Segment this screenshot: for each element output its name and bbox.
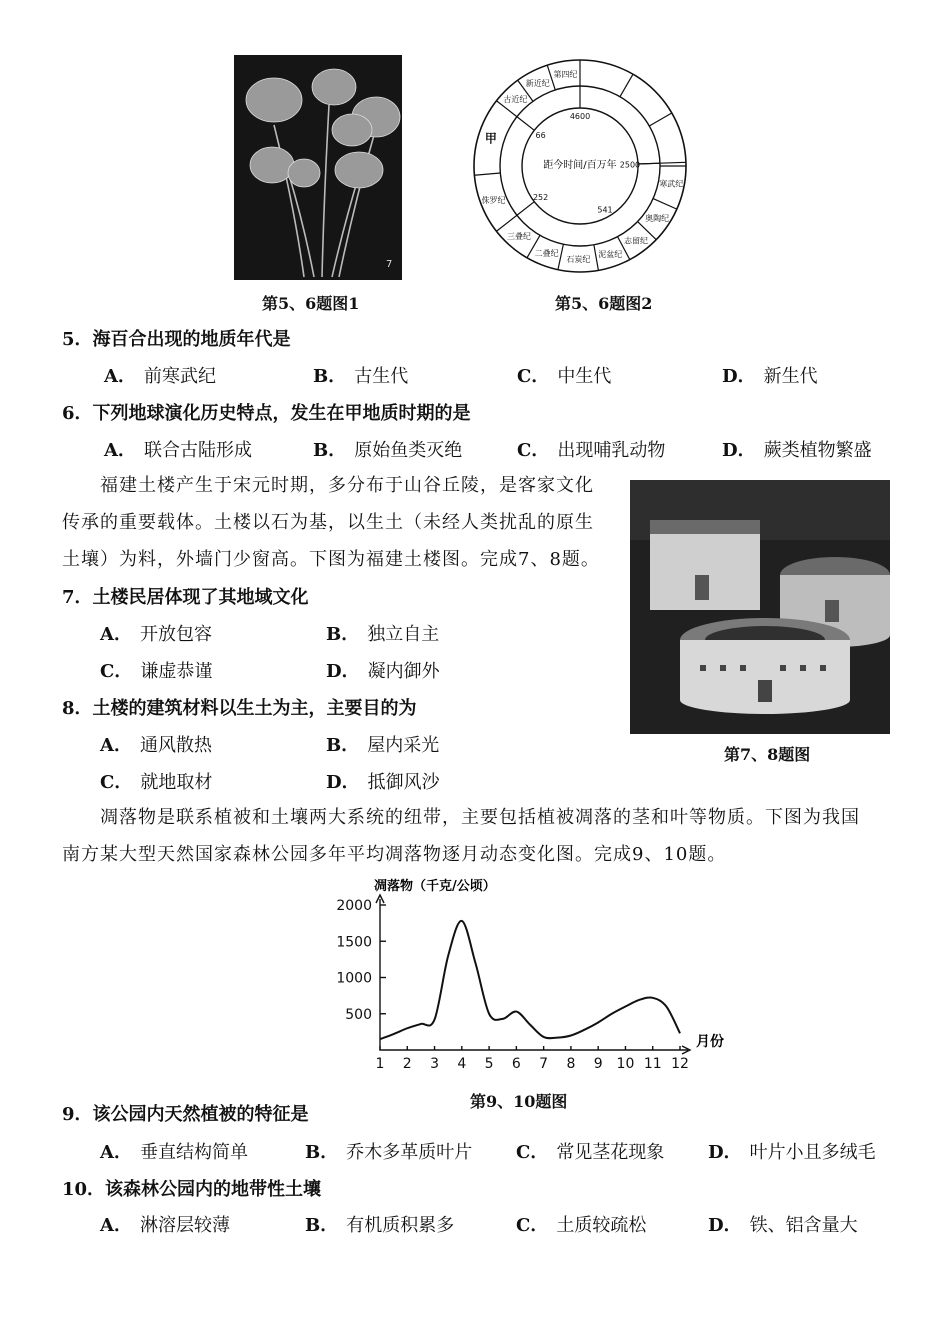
x-tick-label: 3: [430, 1056, 440, 1072]
option-letter: A．: [100, 1215, 132, 1236]
timescale-tick-label: 4600: [569, 112, 591, 121]
x-tick-label: 11: [643, 1056, 662, 1072]
option-text: 叶片小且多绒毛: [749, 1142, 876, 1163]
option-text: 乔木多革质叶片: [346, 1142, 473, 1163]
timescale-period-label: 奥陶纪: [645, 214, 670, 224]
timescale-ring-svg: [470, 38, 690, 278]
q9-option-d[interactable]: [708, 1138, 876, 1164]
option-letter: C．: [516, 1142, 549, 1163]
q6-option-d[interactable]: [722, 436, 872, 462]
tulou-illustration: [630, 480, 890, 734]
x-tick-label: 10: [616, 1056, 635, 1072]
y-tick-label: 500: [345, 1006, 372, 1023]
q9-option-c[interactable]: [516, 1138, 664, 1164]
timescale-tick-label: 2500: [619, 160, 641, 170]
timescale-period-label: 新近纪: [525, 79, 550, 89]
option-text: 独立自主: [367, 624, 440, 645]
option-letter: C．: [517, 366, 550, 387]
question-10-stem: 10．该森林公园内的地带性土壤: [62, 1179, 322, 1200]
option-letter: B．: [326, 735, 360, 756]
question-9-stem: 9．该公园内天然植被的特征是: [62, 1104, 309, 1125]
q9-option-a[interactable]: [100, 1138, 248, 1164]
option-text: 屋内采光: [367, 735, 440, 756]
option-letter: B．: [305, 1142, 339, 1163]
q10-option-b[interactable]: [305, 1211, 454, 1237]
option-text: 新生代: [763, 366, 818, 387]
option-text: 原始鱼类灭绝: [354, 440, 463, 461]
question-8-stem: 8．土楼的建筑材料以生土为主，主要目的为: [62, 698, 417, 719]
x-tick-label: 1: [375, 1056, 385, 1072]
q10-option-a[interactable]: [100, 1211, 230, 1237]
crinoid-fossil-illustration: [234, 55, 402, 280]
y-tick-label: 1000: [336, 970, 372, 987]
timescale-period-label: 侏罗纪: [481, 196, 506, 206]
timescale-period-label: 泥盆纪: [598, 249, 623, 259]
x-tick-label: 7: [539, 1056, 549, 1072]
option-text: 淋溶层较薄: [139, 1215, 230, 1236]
q6-option-c[interactable]: [517, 436, 665, 462]
q6-option-a[interactable]: [104, 436, 252, 462]
option-text: 常见茎花现象: [556, 1142, 665, 1163]
q7-option-b[interactable]: [326, 620, 439, 646]
timescale-tick-label: 252: [532, 192, 549, 202]
option-letter: D．: [326, 661, 360, 682]
chart-x-axis-label: 月份: [696, 1034, 724, 1050]
timescale-period-label: 志留纪: [623, 236, 648, 246]
q5-option-c[interactable]: [517, 362, 611, 388]
option-text: 凝内御外: [367, 661, 440, 682]
option-letter: A．: [100, 624, 132, 645]
q8-option-b[interactable]: [326, 731, 439, 757]
litter-passage-line-2: 南方某大型天然国家森林公园多年平均凋落物逐月动态变化图。完成9、10题。: [62, 844, 727, 865]
option-letter: C．: [100, 661, 133, 682]
tulou-passage: [62, 467, 622, 578]
q9-option-b[interactable]: [305, 1138, 472, 1164]
q6-option-b[interactable]: [313, 436, 462, 462]
x-tick-label: 5: [484, 1056, 494, 1072]
tulou-passage-line-1: 福建土楼产生于宋元时期，多分布于山谷丘陵，是客家文化: [100, 475, 594, 496]
question-7-stem: 7．土楼民居体现了其地域文化: [62, 587, 309, 608]
photo-corner-label: 7: [386, 259, 393, 270]
timescale-period-label: 古近纪: [503, 95, 528, 105]
option-letter: B．: [326, 624, 360, 645]
tulou-photo: [630, 480, 890, 734]
figure1-caption: 第5、6题图1: [262, 294, 360, 313]
q8-option-c[interactable]: [100, 768, 212, 794]
x-tick-label: 6: [511, 1056, 521, 1072]
timescale-center-label: 距今时间/百万年: [543, 160, 617, 171]
timescale-tick-label: 541: [597, 205, 613, 215]
crinoid-fossil-photo: [234, 55, 402, 280]
option-text: 土质较疏松: [556, 1215, 647, 1236]
geologic-timescale-diagram: [470, 38, 690, 278]
y-tick-label: 1500: [336, 934, 372, 951]
litter-passage: [62, 799, 902, 873]
figure-litter-caption: 第9、10题图: [470, 1092, 568, 1111]
option-letter: C．: [100, 772, 133, 793]
q5-option-a[interactable]: [104, 362, 216, 388]
option-letter: D．: [722, 366, 756, 387]
option-letter: B．: [313, 440, 347, 461]
option-letter: C．: [516, 1215, 549, 1236]
timescale-tick-label: 66: [535, 131, 546, 141]
option-letter: A．: [104, 440, 136, 461]
timescale-period-label: 三叠纪: [506, 232, 531, 242]
q7-option-a[interactable]: [100, 620, 212, 646]
litter-series-line: [380, 921, 680, 1039]
q7-option-d[interactable]: [326, 657, 440, 683]
option-text: 铁、铝含量大: [749, 1215, 858, 1236]
option-text: 谦虚恭谨: [140, 661, 213, 682]
q5-option-b[interactable]: [313, 362, 408, 388]
option-letter: C．: [517, 440, 550, 461]
option-text: 有机质积累多: [346, 1215, 455, 1236]
option-text: 抵御风沙: [367, 772, 440, 793]
question-5-stem: 5．海百合出现的地质年代是: [62, 329, 291, 350]
timescale-period-label: 甲: [484, 131, 497, 146]
option-text: 就地取材: [140, 772, 213, 793]
timescale-period-label: 石炭纪: [566, 254, 591, 264]
x-tick-label: 4: [457, 1056, 467, 1072]
x-tick-label: 8: [566, 1056, 576, 1072]
q8-option-d[interactable]: [326, 768, 440, 794]
figure2-caption: 第5、6题图2: [555, 294, 653, 313]
q10-option-d[interactable]: [708, 1211, 858, 1237]
chart-y-axis-label: 凋落物（千克/公顷）: [374, 879, 496, 894]
x-tick-label: 2: [402, 1056, 412, 1072]
timescale-period-label: 二叠纪: [534, 248, 559, 258]
timescale-period-label: 寒武纪: [659, 179, 684, 189]
y-tick-label: 2000: [336, 898, 372, 914]
option-text: 通风散热: [139, 735, 212, 756]
litter-chart: [320, 872, 740, 1087]
option-text: 古生代: [354, 366, 409, 387]
option-text: 垂直结构简单: [139, 1142, 248, 1163]
tulou-passage-line-2: 传承的重要载体。土楼以石为基，以生土（未经人类扰乱的原生: [62, 512, 594, 533]
x-tick-label: 9: [593, 1056, 603, 1072]
option-letter: B．: [305, 1215, 339, 1236]
option-letter: A．: [100, 1142, 132, 1163]
option-letter: D．: [326, 772, 360, 793]
q8-option-a[interactable]: [100, 731, 212, 757]
option-letter: D．: [708, 1215, 742, 1236]
option-text: 前寒武纪: [143, 366, 216, 387]
option-letter: B．: [313, 366, 347, 387]
option-text: 出现哺乳动物: [557, 440, 666, 461]
q5-option-d[interactable]: [722, 362, 818, 388]
option-text: 蕨类植物繁盛: [763, 440, 872, 461]
question-6-stem: 6．下列地球演化历史特点，发生在甲地质时期的是: [62, 403, 471, 424]
tulou-passage-line-3: 土壤）为料，外墙门少窗高。下图为福建土楼图。完成7、8题。: [62, 549, 600, 570]
option-letter: D．: [708, 1142, 742, 1163]
litter-chart-svg: [320, 872, 740, 1087]
option-text: 中生代: [557, 366, 612, 387]
option-letter: A．: [100, 735, 132, 756]
option-letter: D．: [722, 440, 756, 461]
timescale-period-label: 第四纪: [553, 70, 578, 80]
q7-option-c[interactable]: [100, 657, 212, 683]
option-text: 联合古陆形成: [143, 440, 252, 461]
option-text: 开放包容: [139, 624, 212, 645]
litter-passage-line-1: 凋落物是联系植被和土壤两大系统的纽带，主要包括植被凋落的茎和叶等物质。下图为我国: [100, 807, 860, 828]
q10-option-c[interactable]: [516, 1211, 646, 1237]
option-letter: A．: [104, 366, 136, 387]
figure-tulou-caption: 第7、8题图: [724, 745, 811, 764]
x-tick-label: 12: [671, 1056, 689, 1072]
